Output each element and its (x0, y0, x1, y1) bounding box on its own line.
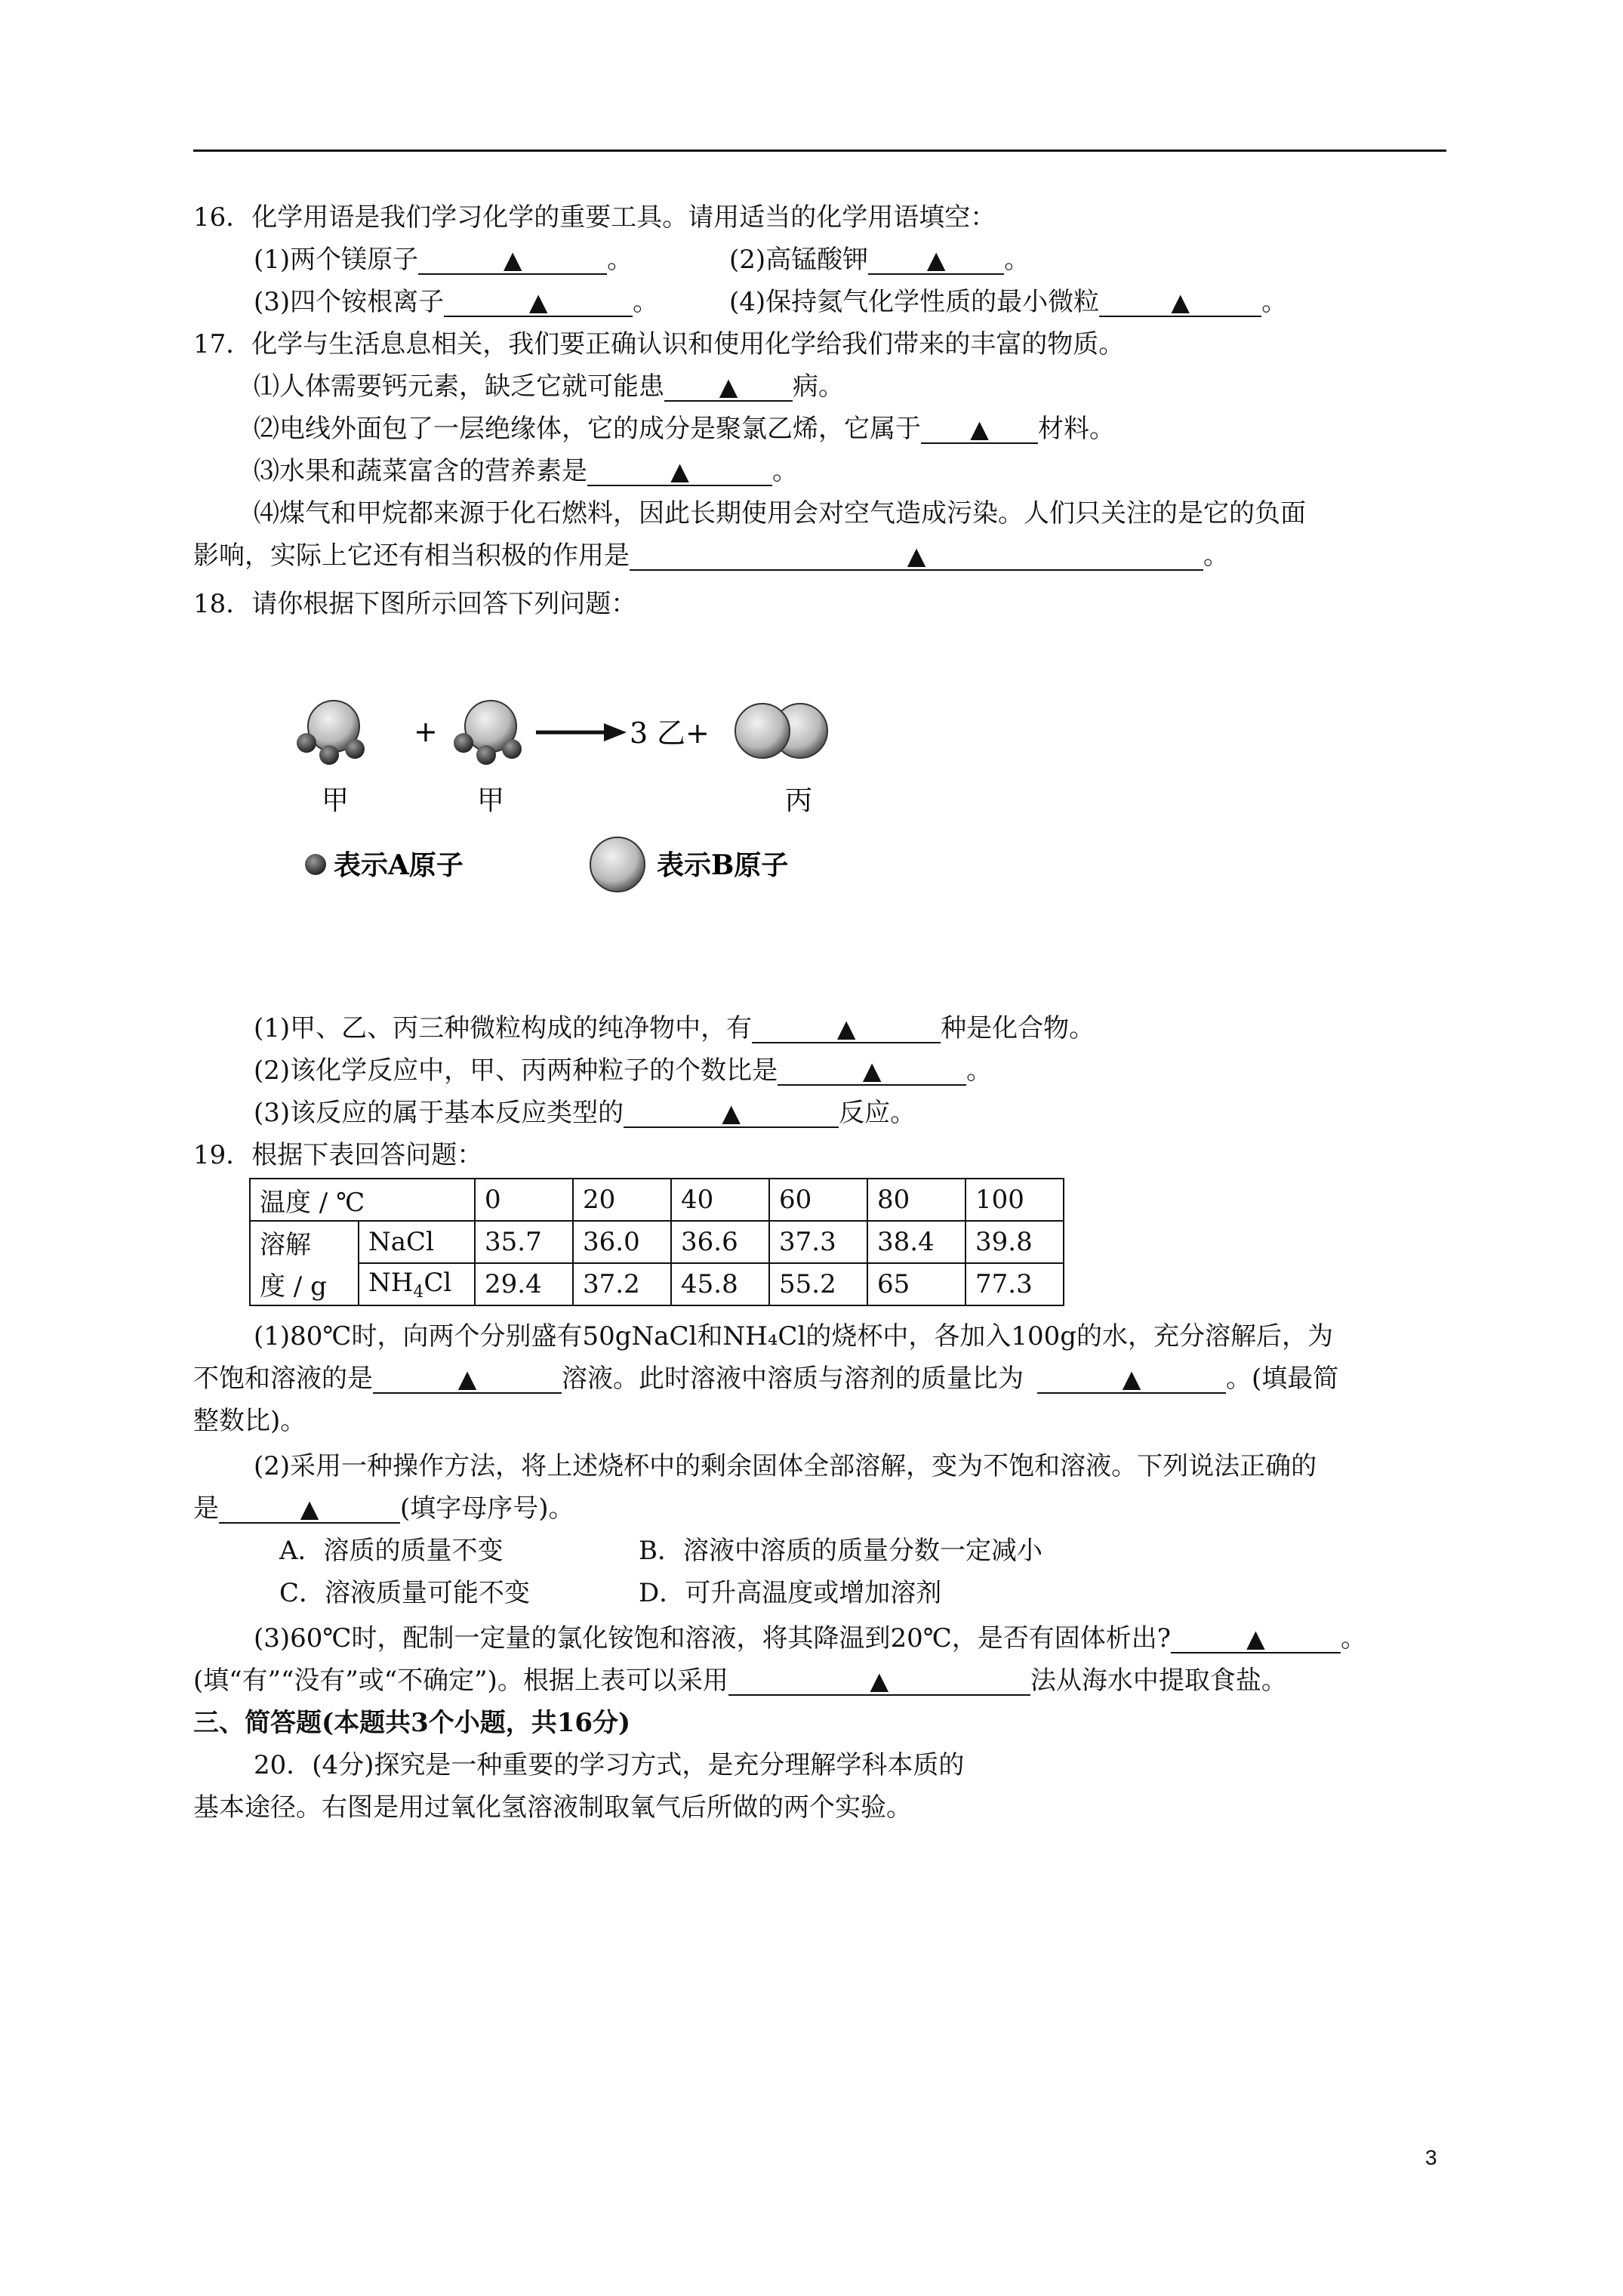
nacl-cell: 36.6 (671, 1221, 769, 1263)
q19-stem: 19．根据下表回答问题： (193, 1140, 483, 1170)
temp-cell: 80 (867, 1179, 965, 1221)
triangle-icon: ▲ (722, 1099, 741, 1127)
q16-part4: (4)保持氦气化学性质的最小微粒 ▲ 。 (729, 287, 1288, 317)
answer-blank[interactable] (1037, 1365, 1226, 1394)
label-bing: 丙 (785, 785, 813, 816)
answer-blank[interactable] (728, 1667, 1030, 1696)
q18-part2: (2)该化学反应中，甲、丙两种粒子的个数比是 ▲ 。 (254, 1056, 993, 1086)
answer-blank[interactable] (418, 246, 607, 275)
temp-cell: 0 (475, 1179, 573, 1221)
answer-blank[interactable] (444, 288, 633, 317)
molecule-jia-1 (297, 701, 365, 765)
triangle-icon: ▲ (862, 1056, 882, 1085)
q16-p2-label: (2)高锰酸钾 (729, 245, 869, 275)
nacl-cell: 36.0 (573, 1221, 671, 1263)
header-rule (193, 149, 1446, 152)
label-jia-2: 甲 (477, 785, 505, 816)
page-number: 3 (1425, 2146, 1437, 2169)
triangle-icon: ▲ (719, 372, 738, 401)
q18-part3: (3)该反应的属于基本反应类型的 ▲ 反应。 (254, 1098, 916, 1128)
legend-b-text: 表示B原子 (657, 849, 789, 881)
nacl-cell: 38.4 (867, 1221, 965, 1263)
triangle-icon: ▲ (926, 245, 946, 274)
table-row (250, 1263, 1064, 1305)
molecule-jia-2 (454, 701, 522, 765)
temp-cell: 20 (573, 1179, 671, 1221)
triangle-icon: ▲ (907, 541, 926, 570)
q20-line2: 基本途径。右图是用过氧化氢溶液制取氧气后所做的两个实验。 (193, 1792, 912, 1823)
solubility-label-1: 溶解 (250, 1221, 359, 1263)
triangle-icon: ▲ (528, 288, 548, 316)
plus-sign: + (414, 715, 438, 748)
q19-part2-line2: 是 ▲ (填字母序号)。 (193, 1493, 574, 1524)
answer-blank[interactable] (664, 373, 793, 402)
q17-part2: ⑵电线外面包了一层绝缘体，它的成分是聚氯乙烯，它属于 ▲ 材料。 (254, 414, 1115, 444)
nh4cl-cell: 37.2 (573, 1263, 671, 1305)
option-b: B．溶液中溶质的质量分数一定减小 (639, 1536, 1042, 1566)
triangle-icon: ▲ (1171, 288, 1190, 316)
temp-header: 温度 / ℃ (250, 1179, 475, 1221)
q17-part4-line1: ⑷煤气和甲烷都来源于化石燃料，因此长期使用会对空气造成污染。人们只关注的是它的负面 (254, 498, 1306, 529)
reaction-arrow (536, 723, 627, 741)
triangle-icon: ▲ (503, 245, 522, 274)
q16-part3: (3)四个铵根离子 ▲ 。 (254, 287, 659, 317)
legend-a-text: 表示A原子 (334, 849, 463, 881)
q18-part1: (1)甲、乙、丙三种微粒构成的纯净物中，有 ▲ 种是化合物。 (254, 1013, 1095, 1043)
q17-part3: ⑶水果和蔬菜富含的营养素是 ▲ 。 (254, 456, 798, 486)
triangle-icon: ▲ (1122, 1364, 1141, 1393)
answer-blank[interactable] (630, 542, 1203, 571)
q16-stem: 16．化学用语是我们学习化学的重要工具。请用适当的化学用语填空： (193, 202, 996, 233)
q17-stem: 17．化学与生活息息相关，我们要正确认识和使用化学给我们带来的丰富的物质。 (193, 329, 1125, 359)
q19-part1-line2: 不饱和溶液的是 ▲ 溶液。此时溶液中溶质与溶剂的质量比为 ▲ 。(填最简 (193, 1364, 1339, 1394)
table-row (250, 1179, 1064, 1221)
nacl-cell: 35.7 (475, 1221, 573, 1263)
temp-cell: 100 (965, 1179, 1064, 1221)
q19-part2-line1: (2)采用一种操作方法，将上述烧杯中的剩余固体全部溶解，变为不饱和溶液。下列说法正确的 (254, 1451, 1317, 1481)
triangle-icon: ▲ (970, 415, 989, 443)
q16-part1: (1)两个镁原子 ▲ 。 (254, 245, 633, 275)
nh4cl-cell: 77.3 (965, 1263, 1064, 1305)
q17-part1: ⑴人体需要钙元素，缺乏它就可能患 ▲ 病。 (254, 371, 844, 402)
option-c: C．溶液质量可能不变 (279, 1578, 531, 1608)
q18-stem: 18．请你根据下图所示回答下列问题： (193, 589, 637, 619)
triangle-icon: ▲ (1246, 1624, 1265, 1653)
q19-part1-line3: 整数比)。 (193, 1406, 306, 1436)
triangle-icon: ▲ (300, 1494, 319, 1523)
section-title: 三、简答题(本题共3个小题，共16分) (193, 1708, 631, 1738)
triangle-icon: ▲ (457, 1364, 477, 1393)
answer-blank[interactable] (778, 1057, 966, 1086)
product-yi: 乙+ (657, 717, 710, 750)
coefficient: 3 (630, 717, 648, 750)
q16-p1-label: (1)两个镁原子 (254, 245, 419, 275)
q16-p4-label: (4)保持氦气化学性质的最小微粒 (729, 287, 1100, 317)
option-a: A．溶质的质量不变 (279, 1536, 504, 1566)
q19-part1-line1: (1)80℃时，向两个分别盛有50gNaCl和NH₄Cl的烧杯中，各加入100g的水，充分溶解后，为 (254, 1321, 1333, 1351)
temp-cell: 40 (671, 1179, 769, 1221)
table-row (250, 1221, 1064, 1263)
answer-blank[interactable] (921, 415, 1038, 444)
option-d: D．可升高温度或增加溶剂 (639, 1578, 942, 1608)
q16-part2: (2)高锰酸钾 ▲ 。 (729, 245, 1030, 275)
q19-part3-line2: (填“有”“没有”或“不确定”)。根据上表可以采用 ▲ 法从海水中提取食盐。 (193, 1666, 1287, 1696)
solubility-label-2: 度 / g (250, 1263, 359, 1305)
nh4cl-cell: 29.4 (475, 1263, 573, 1305)
nacl-cell: 37.3 (769, 1221, 867, 1263)
nacl-cell: 39.8 (965, 1221, 1064, 1263)
molecule-bing (735, 704, 827, 758)
legend-a-atom (305, 854, 326, 875)
triangle-icon: ▲ (836, 1014, 856, 1043)
q17-part4-line2: 影响，实际上它还有相当积极的作用是 ▲ 。 (193, 541, 1229, 571)
label-jia-1: 甲 (322, 785, 350, 816)
answer-blank[interactable] (868, 246, 1004, 275)
nacl-name: NaCl (359, 1221, 475, 1263)
solubility-table (249, 1178, 1064, 1306)
answer-blank[interactable] (219, 1495, 400, 1524)
q16-p3-label: (3)四个铵根离子 (254, 287, 445, 317)
nh4cl-name: $NH_4Cl$ (359, 1263, 475, 1305)
triangle-icon: ▲ (670, 457, 689, 485)
q20-line1: 20．(4分)探究是一种重要的学习方式，是充分理解学科本质的 (254, 1750, 965, 1780)
nh4cl-cell: 65 (867, 1263, 965, 1305)
nh4cl-cell: 55.2 (769, 1263, 867, 1305)
answer-blank[interactable] (624, 1099, 839, 1128)
answer-blank[interactable] (587, 458, 772, 486)
answer-blank[interactable] (1171, 1625, 1341, 1653)
temp-cell: 60 (769, 1179, 867, 1221)
answer-blank[interactable] (373, 1365, 562, 1394)
answer-blank[interactable] (1099, 288, 1261, 317)
reaction-diagram (287, 680, 891, 906)
legend-b-atom (590, 837, 645, 892)
triangle-icon: ▲ (870, 1666, 889, 1695)
nh4cl-cell: 45.8 (671, 1263, 769, 1305)
answer-blank[interactable] (752, 1015, 941, 1043)
q19-part3-line1: (3)60℃时，配制一定量的氯化铵饱和溶液，将其降温到20℃，是否有固体析出? ▲ 。 (254, 1623, 1366, 1653)
